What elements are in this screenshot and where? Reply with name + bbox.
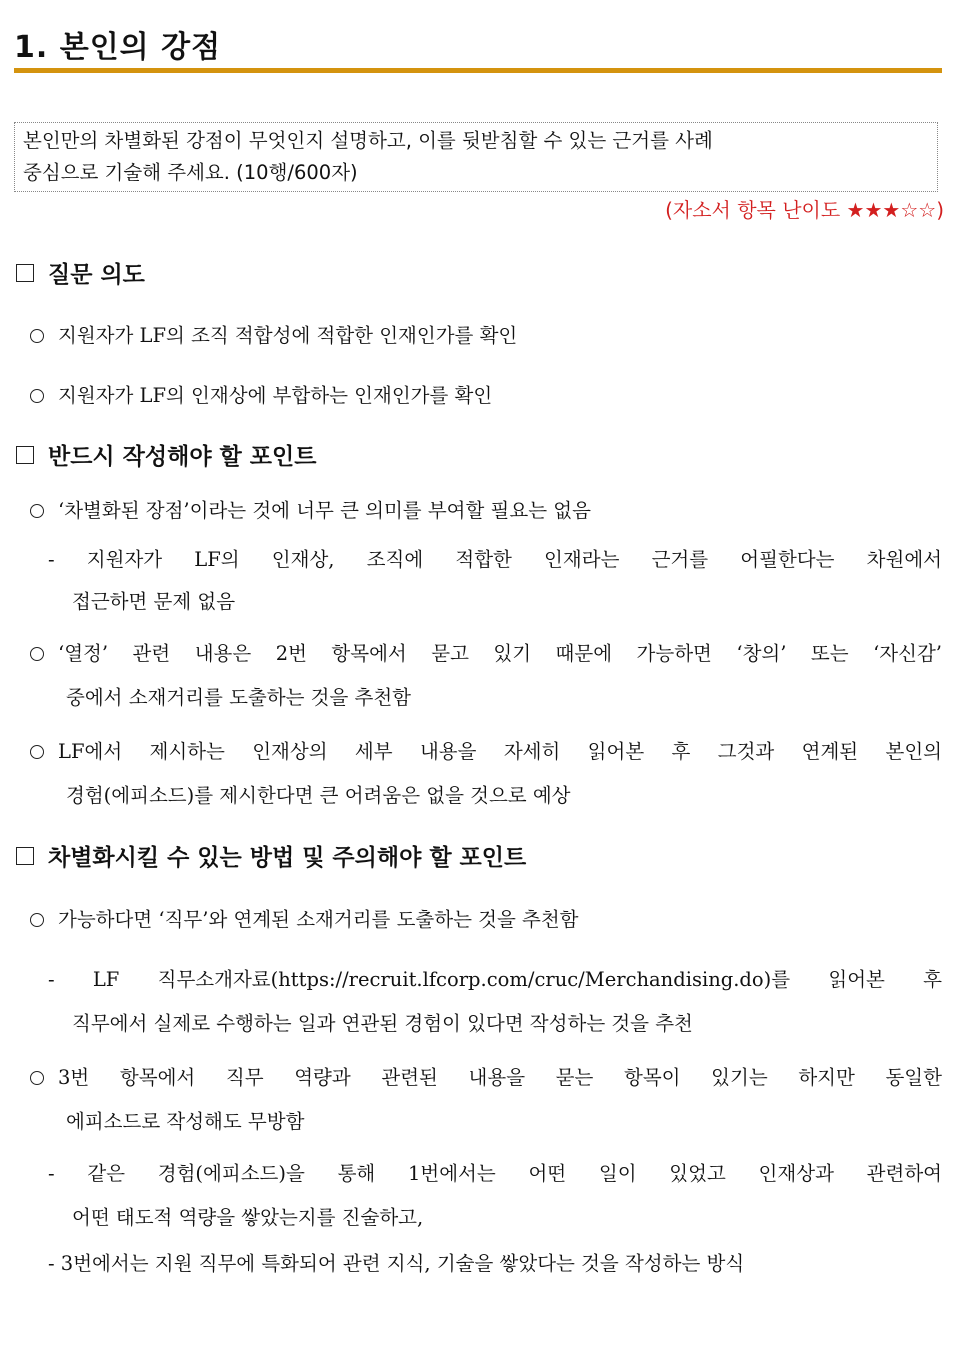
list-item-continuation: 에피소드로 작성해도 무방함: [66, 1110, 305, 1133]
sub-item-line-1: - 3번에서는 지원 직무에 특화되어 관련 지식, 기술을 쌓았다는 것을 작성하는 방식: [48, 1252, 745, 1275]
section-heading-label: 반드시 작성해야 할 포인트: [48, 444, 317, 470]
sub-item-line-1: - 지원자가 LF의 인재상, 조직에 적합한 인재라는 근거를 어필한다는 차원에서: [48, 548, 942, 571]
checkbox-square-icon: [16, 446, 34, 464]
section-heading-intent: [16, 256, 145, 289]
list-item-continuation: 경험(에피소드)를 제시한다면 큰 어려움은 없을 것으로 예상: [66, 784, 571, 807]
title-underline: [14, 68, 942, 73]
list-item: 지원자가 LF의 조직 적합성에 적합한 인재인가를 확인: [30, 314, 942, 358]
sub-item-line-1: - 같은 경험(에피소드)을 통해 1번에서는 어떤 일이 있었고 인재상과 관련하여: [48, 1162, 942, 1185]
circle-bullet-icon: [30, 329, 44, 343]
circle-bullet-icon: [30, 504, 44, 518]
circle-bullet-icon: [30, 913, 44, 927]
section-heading-label: 질문 의도: [48, 262, 145, 288]
list-item: ‘열정’ 관련 내용은 2번 항목에서 묻고 있기 때문에 가능하면 ‘창의’ 또는 ‘자신감’: [30, 632, 942, 676]
list-item: 3번 항목에서 직무 역량과 관련된 내용을 묻는 항목이 있기는 하지만 동일한: [30, 1056, 942, 1100]
list-item: 지원자가 LF의 인재상에 부합하는 인재인가를 확인: [30, 374, 942, 418]
list-item-continuation: 중에서 소재거리를 도출하는 것을 추천함: [66, 686, 412, 709]
page-title: 1. 본인의 강점: [14, 30, 222, 65]
sub-item-line-2: 어떤 태도적 역량을 쌓았는지를 진술하고,: [72, 1206, 424, 1229]
section-heading-differentiation: [16, 839, 526, 872]
list-item: LF에서 제시하는 인재상의 세부 내용을 자세히 읽어본 후 그것과 연계된 본인의: [30, 730, 942, 774]
prompt-line-2: 중심으로 기술해 주세요. (10행/600자): [23, 161, 358, 184]
list-item: 가능하다면 ‘직무’와 연계된 소재거리를 도출하는 것을 추천함: [30, 898, 942, 942]
section-heading-label: 차별화시킬 수 있는 방법 및 주의해야 할 포인트: [48, 845, 527, 871]
circle-bullet-icon: [30, 745, 44, 759]
section-heading-must-points: [16, 438, 316, 471]
prompt-line-1: 본인만의 차별화된 강점이 무엇인지 설명하고, 이를 뒷받침할 수 있는 근거를 사례: [23, 129, 713, 152]
sub-item-line-1: - LF 직무소개자료(https://recruit.lfcorp.com/cruc/Merchandising.do)를 읽어본 후: [48, 968, 942, 991]
sub-item-line-2: 접근하면 문제 없음: [72, 590, 236, 613]
circle-bullet-icon: [30, 647, 44, 661]
circle-bullet-icon: [30, 1071, 44, 1085]
list-item: ‘차별화된 장점’이라는 것에 너무 큰 의미를 부여할 필요는 없음: [30, 489, 942, 533]
circle-bullet-icon: [30, 389, 44, 403]
checkbox-square-icon: [16, 264, 34, 282]
sub-item-line-2: 직무에서 실제로 수행하는 일과 연관된 경험이 있다면 작성하는 것을 추천: [72, 1012, 693, 1035]
difficulty-rating: (자소서 항목 난이도 ★★★☆☆): [665, 198, 944, 222]
question-prompt-box: [14, 122, 938, 192]
checkbox-square-icon: [16, 847, 34, 865]
